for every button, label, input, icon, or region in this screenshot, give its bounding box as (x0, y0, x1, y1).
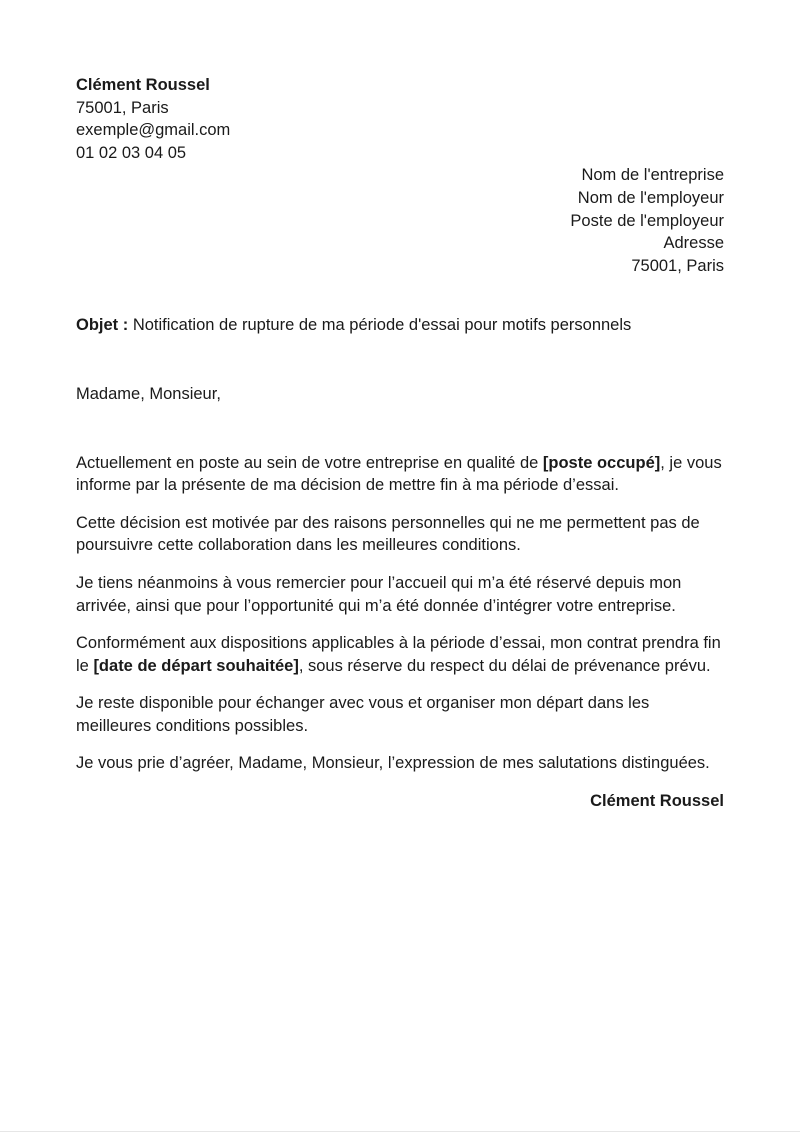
sender-block (76, 74, 724, 164)
paragraph-4-text-end: , sous réserve du respect du délai de prévenance prévu. (298, 656, 711, 675)
paragraph-3: Je tiens néanmoins à vous remercier pour l’accueil qui m’a été réservé depuis mon arrivée, ainsi que pour l’opportunité qui m’a été donnée d’intégrer votre entreprise. (76, 573, 682, 615)
sender-city: 75001, Paris (76, 98, 169, 117)
recipient-company: Nom de l'entreprise (581, 166, 724, 185)
letter-body (76, 452, 724, 776)
job-title-placeholder: [poste occupé] (542, 453, 661, 472)
sender-name: Clément Roussel (76, 76, 210, 94)
sender-phone: 01 02 03 04 05 (76, 143, 187, 162)
paragraph-4 (76, 632, 724, 677)
departure-date-placeholder: [date de départ souhaitée] (93, 656, 299, 675)
recipient-address: Adresse (663, 234, 724, 253)
subject-line (76, 314, 724, 337)
recipient-block (76, 164, 724, 277)
salutation: Madame, Monsieur, (76, 384, 221, 403)
recipient-city: 75001, Paris (631, 256, 724, 275)
paragraph-6: Je vous prie d’agréer, Madame, Monsieur, l’expression de mes salutations distinguées. (76, 754, 710, 773)
signature: Clément Roussel (590, 792, 724, 811)
paragraph-4-text: Conformément aux dispositions applicables à la période d’essai, mon contrat prendra fin le (76, 634, 721, 675)
recipient-position: Poste de l'employeur (570, 211, 724, 230)
paragraph-1-text-end: , je vous informe par la présente de ma décision de mettre fin à ma période d’essai. (76, 453, 722, 495)
letter-page (76, 74, 724, 813)
paragraph-1 (76, 452, 724, 497)
subject-text: Notification de rupture de ma période d'essai pour motifs personnels (128, 316, 632, 335)
paragraph-1-text: Actuellement en poste au sein de votre entreprise en qualité de (76, 453, 543, 472)
recipient-employer: Nom de l'employeur (577, 188, 724, 207)
sender-email: exemple@gmail.com (76, 121, 231, 140)
paragraph-2: Cette décision est motivée par des raisons personnelles qui ne me permettent pas de poursuivre cette collaboration dans les meilleures conditions. (76, 513, 700, 555)
paragraph-5: Je reste disponible pour échanger avec vous et organiser mon départ dans les meilleures conditions possibles. (76, 694, 650, 735)
subject-label: Objet : (76, 316, 129, 335)
